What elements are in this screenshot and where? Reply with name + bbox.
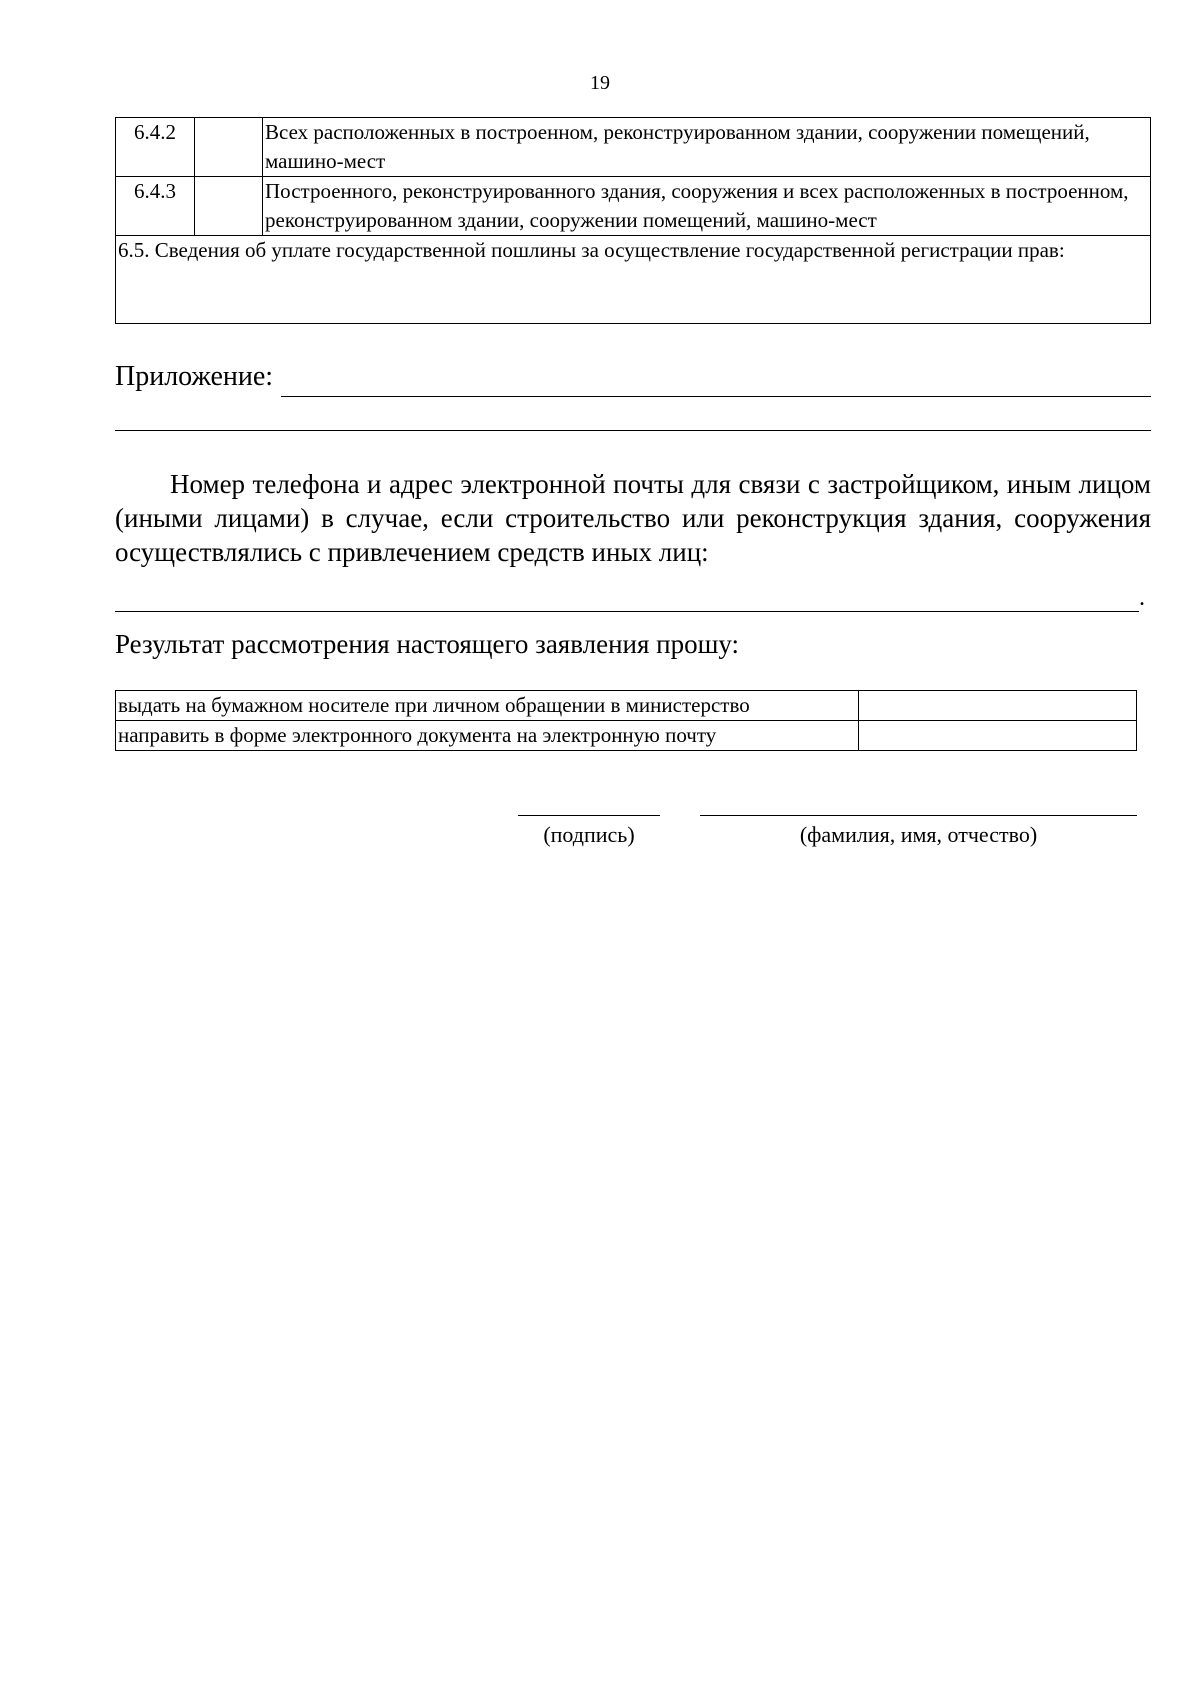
result-options-table bbox=[115, 690, 1137, 751]
contact-paragraph: Номер телефона и адрес электронной почты для связи с застройщиком, иным лицом (иными лицами) в случае, если строительство или реконструкция здания, сооружения осуществлялись с привлечением средств иных лиц: bbox=[115, 469, 1151, 567]
option-mark-email[interactable] bbox=[859, 721, 1137, 751]
option-label-email: направить в форме электронного документа на электронную почту bbox=[116, 721, 859, 751]
attachment-line bbox=[115, 357, 1151, 397]
item-value-cell[interactable] bbox=[195, 118, 263, 177]
items-table bbox=[115, 117, 1151, 324]
signature-line[interactable] bbox=[518, 815, 660, 816]
option-label-paper: выдать на бумажном носителе при личном обращении в министерство bbox=[116, 691, 859, 721]
item-number: 6.4.3 bbox=[116, 177, 195, 236]
item-value-cell[interactable] bbox=[195, 177, 263, 236]
attachment-field[interactable] bbox=[281, 366, 1151, 397]
attachment-label: Приложение: bbox=[115, 361, 274, 392]
contact-field[interactable] bbox=[115, 587, 1139, 612]
table-row bbox=[116, 118, 1151, 177]
contact-line bbox=[115, 585, 1145, 612]
item-number: 6.4.2 bbox=[116, 118, 195, 177]
result-heading: Результат рассмотрения настоящего заявления прошу: bbox=[115, 629, 740, 659]
option-mark-paper[interactable] bbox=[859, 691, 1137, 721]
table-row bbox=[116, 721, 1137, 751]
item-description: Построенного, реконструированного здания, сооружения и всех расположенных в построенном, реконструированном здании, сооружении помещений, машино-мест bbox=[263, 177, 1151, 236]
page-number: 19 bbox=[590, 72, 610, 94]
table-row bbox=[116, 691, 1137, 721]
contact-end-mark: . bbox=[1139, 585, 1145, 611]
full-name-line[interactable] bbox=[700, 815, 1137, 816]
table-row bbox=[116, 177, 1151, 236]
attachment-continuation-line[interactable] bbox=[115, 430, 1151, 431]
full-name-caption: (фамилия, имя, отчество) bbox=[799, 822, 1038, 847]
state-fee-cell[interactable]: 6.5. Сведения об уплате государственной пошлины за осуществление государственной регистрации прав: bbox=[116, 236, 1151, 324]
table-row bbox=[116, 236, 1151, 324]
item-description: Всех расположенных в построенном, реконструированном здании, сооружении помещений, машино-мест bbox=[263, 118, 1151, 177]
signature-caption: (подпись) bbox=[543, 822, 635, 847]
